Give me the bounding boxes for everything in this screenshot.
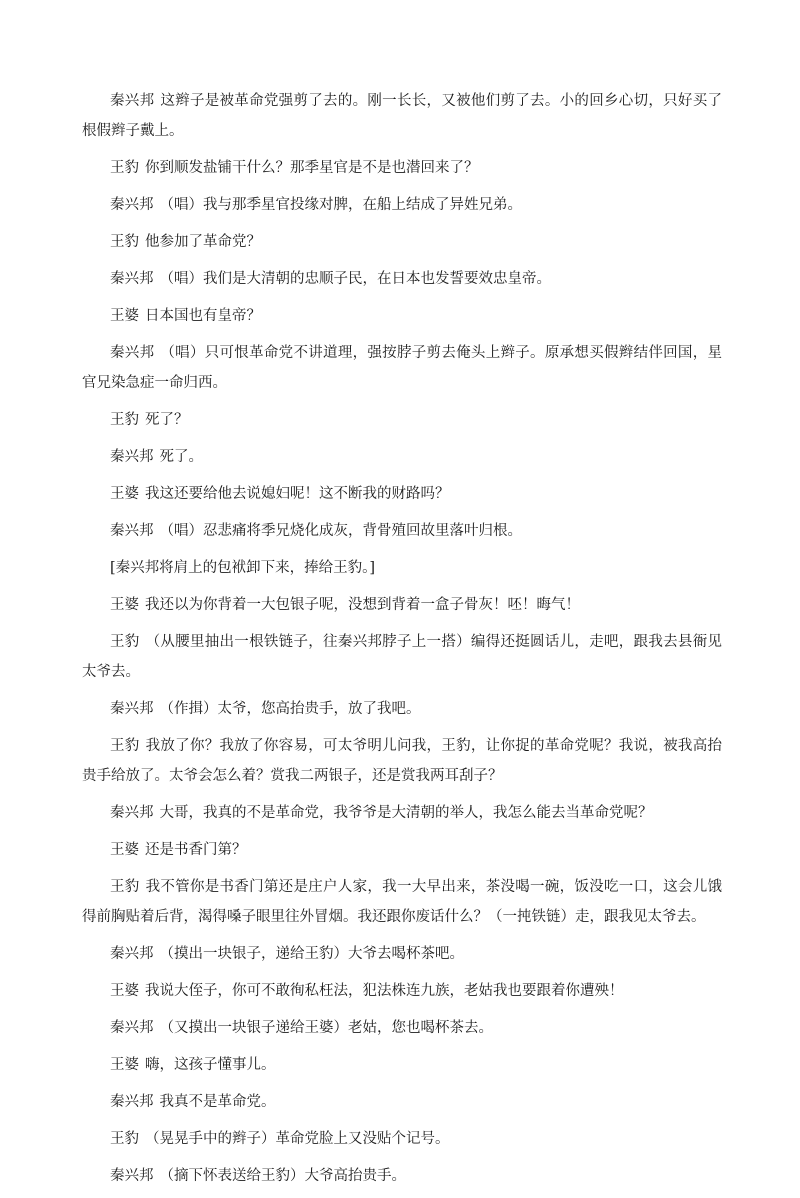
line-text: 你到顺发盐铺干什么？那季星官是不是也潜回来了？ (145, 160, 479, 176)
line-text: 日本国也有皇帝？ (145, 308, 261, 324)
speaker-name: 秦兴邦 (110, 805, 154, 821)
speaker-name: 王婆 (110, 308, 139, 324)
speaker-name: 秦兴邦 (110, 197, 154, 213)
line-text: 大哥，我真的不是革命党，我爷爷是大清朝的举人，我怎么能去当革命党呢？ (159, 805, 653, 821)
line-text: 我还以为你背着一大包银子呢，没想到背着一盒子骨灰！呸！晦气！ (145, 597, 580, 613)
speaker-name: 秦兴邦 (110, 946, 154, 962)
line-text: [秦兴邦将肩上的包袱卸下来，捧给王豹。] (110, 560, 376, 576)
dialogue-line (82, 1087, 722, 1117)
speaker-name: 秦兴邦 (110, 1094, 154, 1110)
stage-direction (82, 553, 722, 583)
dialogue-line (82, 442, 722, 472)
line-text: （唱）只可恨革命党不讲道理，强按脖子剪去俺头上辫子。原承想买假辫结伴回国，星官兄染急症一命归西。 (82, 345, 723, 391)
line-text: 我真不是革命党。 (159, 1094, 276, 1110)
dialogue-line (82, 153, 722, 183)
line-text: （晃晃手中的辫子）革命党脸上又没贴个记号。 (145, 1131, 450, 1147)
line-text: 还是书香门第？ (145, 842, 247, 858)
speaker-name: 王豹 (110, 738, 140, 754)
dialogue-line (82, 1013, 722, 1043)
dialogue-line (82, 1161, 722, 1191)
line-text: 这辫子是被革命党强剪了去的。刚一长长，又被他们剪了去。小的回乡心切，只好买了根假辫子戴上。 (82, 93, 723, 139)
line-text: 死了？ (145, 412, 189, 428)
dialogue-line (82, 798, 722, 828)
line-text: 我说大侄子，你可不敢徇私枉法，犯法株连九族，老姑我也要跟着你遭殃！ (145, 983, 624, 999)
dialogue-line (82, 627, 722, 687)
dialogue-line (82, 1050, 722, 1080)
speaker-name: 秦兴邦 (110, 271, 154, 287)
speaker-name: 王豹 (110, 412, 139, 428)
speaker-name: 秦兴邦 (110, 523, 154, 539)
speaker-name: 秦兴邦 (110, 1020, 154, 1036)
dialogue-line (82, 338, 722, 398)
line-text: （从腰里抽出一根铁链子，往秦兴邦脖子上一搭）编得还挺圆话儿，走吧，跟我去县衙见太爷去。 (82, 634, 722, 680)
speaker-name: 王豹 (110, 634, 140, 650)
dialogue-line (82, 976, 722, 1006)
dialogue-line (82, 694, 722, 724)
speaker-name: 王豹 (110, 1131, 139, 1147)
dialogue-line (82, 227, 722, 257)
line-text: （作揖）太爷，您高抬贵手，放了我吧。 (159, 701, 421, 717)
line-text: （唱）我们是大清朝的忠顺子民，在日本也发誓要效忠皇帝。 (159, 271, 551, 287)
script-body (82, 86, 722, 1198)
dialogue-line (82, 835, 722, 865)
dialogue-line (82, 516, 722, 546)
dialogue-line (82, 939, 722, 969)
speaker-name: 王婆 (110, 983, 139, 999)
speaker-name: 王豹 (110, 879, 140, 895)
dialogue-line (82, 590, 722, 620)
line-text: （摸出一块银子，递给王豹）大爷去喝杯茶吧。 (159, 946, 464, 962)
line-text: 我这还要给他去说媳妇呢！这不断我的财路吗？ (145, 486, 450, 502)
speaker-name: 王婆 (110, 597, 139, 613)
speaker-name: 王婆 (110, 1057, 139, 1073)
dialogue-line (82, 264, 722, 294)
dialogue-line (82, 190, 722, 220)
line-text: （唱）我与那季星官投缘对脾，在船上结成了异姓兄弟。 (159, 197, 522, 213)
line-text: （又摸出一块银子递给王婆）老姑，您也喝杯茶去。 (159, 1020, 493, 1036)
speaker-name: 王豹 (110, 160, 139, 176)
line-text: 嗨，这孩子懂事儿。 (145, 1057, 276, 1073)
speaker-name: 王婆 (110, 842, 139, 858)
dialogue-line (82, 301, 722, 331)
dialogue-line (82, 405, 722, 435)
dialogue-line (82, 731, 722, 791)
speaker-name: 王豹 (110, 234, 139, 250)
line-text: 他参加了革命党？ (145, 234, 261, 250)
speaker-name: 王婆 (110, 486, 139, 502)
speaker-name: 秦兴邦 (110, 449, 154, 465)
line-text: （唱）忍悲痛将季兄烧化成灰，背骨殖回故里落叶归根。 (159, 523, 522, 539)
line-text: 我放了你？我放了你容易，可太爷明儿问我，王豹，让你捉的革命党呢？我说，被我高抬贵手给放了。太爷会怎么着？赏我二两银子，还是赏我两耳刮子？ (82, 738, 722, 784)
line-text: 我不管你是书香门第还是庄户人家，我一大早出来，茶没喝一碗，饭没吃一口，这会儿饿得前胸贴着后背，渴得嗓子眼里往外冒烟。我还跟你废话什么？（一扽铁链）走，跟我见太爷去。 (82, 879, 722, 925)
dialogue-line (82, 479, 722, 509)
speaker-name: 秦兴邦 (110, 1168, 154, 1184)
speaker-name: 秦兴邦 (110, 701, 154, 717)
speaker-name: 秦兴邦 (110, 93, 155, 109)
dialogue-line (82, 872, 722, 932)
dialogue-line (82, 1124, 722, 1154)
speaker-name: 秦兴邦 (110, 345, 155, 361)
line-text: （摘下怀表送给王豹）大爷高抬贵手。 (159, 1168, 406, 1184)
dialogue-line (82, 86, 722, 146)
line-text: 死了。 (159, 449, 203, 465)
